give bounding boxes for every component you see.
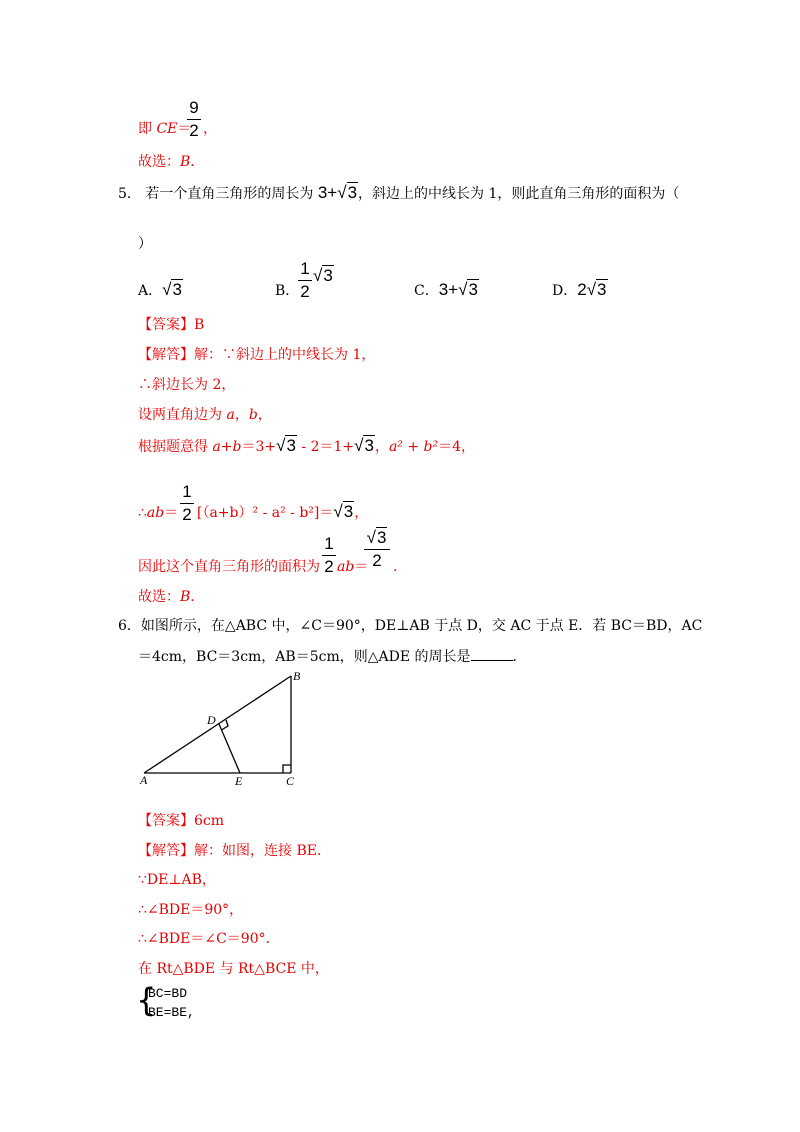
- answer-tag: 【答案】: [138, 317, 194, 333]
- q6-stem-line-2: [138, 646, 527, 666]
- expr-squares: a² + b²: [388, 439, 439, 455]
- q5-solution-line-1: [138, 344, 375, 364]
- text: ，: [354, 505, 369, 521]
- choose-answer: B: [180, 154, 191, 170]
- option-d: [552, 280, 608, 300]
- label-e: E: [235, 774, 243, 788]
- perimeter-int: 3+: [317, 183, 338, 202]
- radicand: 3: [343, 502, 354, 521]
- ce-prefix: 即: [138, 121, 157, 137]
- triangle-figure: [130, 666, 320, 794]
- solution-text: 解：∵斜边上的中线长为 1，: [194, 347, 376, 363]
- option-c: [414, 280, 479, 300]
- option-b-label: B．: [275, 283, 300, 299]
- var-a: a: [226, 407, 235, 423]
- radicand: 3: [364, 436, 374, 455]
- c-int: 3+: [438, 280, 459, 299]
- numerator: 1: [182, 482, 192, 501]
- fraction-bar: [187, 119, 201, 120]
- q5-l6-tail: ．: [393, 559, 407, 575]
- q5-close-paren: ）: [138, 236, 152, 252]
- option-c-value: 3+√3: [438, 280, 478, 299]
- denominator: 2: [300, 282, 310, 301]
- numerator: 1: [300, 259, 310, 278]
- equals: ＝: [354, 559, 369, 575]
- option-a-label: A．: [138, 283, 163, 299]
- text: ＝4，: [438, 439, 476, 455]
- ce-tail: ，: [203, 121, 217, 137]
- option-b-radical: √3: [313, 266, 333, 285]
- q6-solution-line-4: ∴∠BDE＝∠C＝90°．: [138, 931, 280, 947]
- fraction-bar: [364, 549, 390, 550]
- q6-text-1: 如图所示，在△ABC 中，∠C＝90°，DE⊥AB 于点 D，交 AC 于点 E．若 BC＝BD，AC: [140, 618, 703, 634]
- radicand: 3: [286, 436, 296, 455]
- var-b: b: [248, 407, 258, 423]
- q5-solution-line-5b: [197, 502, 368, 522]
- text: ，: [374, 439, 389, 455]
- ce-variable: CE: [156, 121, 178, 137]
- text: 根据题意得: [138, 439, 213, 455]
- radical: √3: [354, 436, 374, 455]
- q5-solution-line-4: [138, 436, 475, 456]
- segment-ab: [144, 676, 291, 773]
- q5-solution-line-2: ∴斜边长为 2，: [138, 377, 236, 393]
- label-a: A: [140, 773, 148, 787]
- q6-solution-line-5: 在 Rt△BDE 与 Rt△BCE 中，: [138, 961, 329, 977]
- solution-tag: 【解答】: [138, 843, 194, 859]
- label-c: C: [286, 774, 295, 788]
- denominator: 2: [372, 551, 382, 570]
- q5-l6-fraction: [322, 534, 336, 577]
- radical: √3: [333, 502, 354, 521]
- text: - 2＝1+: [296, 439, 355, 455]
- q5-choose-line: [138, 586, 204, 606]
- solution-tag: 【解答】: [138, 347, 194, 363]
- denominator: 2: [324, 557, 334, 576]
- q5-stem: [118, 183, 679, 203]
- radicand: 3: [468, 280, 478, 299]
- text: 设两直角边为: [138, 407, 227, 423]
- system-equation-1: BC=BD: [148, 986, 188, 1001]
- choose-answer: B: [180, 589, 191, 605]
- q5-perimeter: 3+√3: [317, 183, 358, 202]
- tail: ．: [512, 649, 527, 665]
- q6-stem-line-1: [118, 615, 702, 635]
- fraction-bar: [180, 503, 194, 504]
- radicand: 3: [597, 280, 607, 299]
- choose-tail: ．: [190, 589, 205, 605]
- label-d: D: [207, 713, 216, 727]
- fraction-bar: [322, 555, 336, 556]
- numerator: 1: [324, 534, 334, 553]
- d-int: 2: [577, 280, 587, 299]
- ce-denominator: 2: [189, 121, 199, 140]
- answer-value: B: [194, 317, 205, 333]
- var-ab: ab: [146, 505, 165, 521]
- option-a-value: √3: [162, 280, 182, 299]
- option-d-label: D．: [552, 283, 578, 299]
- numerator: √3: [366, 528, 387, 547]
- option-d-value: 2√3: [577, 280, 607, 299]
- answer-value: 6cm: [194, 813, 225, 829]
- ce-numerator: 9: [189, 98, 199, 117]
- ce-fraction: [187, 98, 201, 141]
- expr-sum: a+b: [212, 439, 242, 455]
- perimeter-radicand: 3: [347, 183, 358, 202]
- fraction-bar: [298, 280, 312, 281]
- comma: ，: [257, 407, 272, 423]
- q6-number: 6．: [118, 618, 141, 634]
- q5-number: 5．: [118, 186, 141, 202]
- system-equation-2: BE=BE,: [148, 1005, 195, 1020]
- text: ＝3+: [241, 439, 277, 455]
- segment-de: [219, 724, 240, 773]
- answer-tag: 【答案】: [138, 813, 194, 829]
- radicand: 3: [172, 280, 182, 299]
- q5-text-b: ，斜边上的中线长为 1，则此直角三角形的面积为（: [358, 186, 680, 202]
- option-b-fraction: [298, 259, 312, 302]
- equals: ＝: [164, 505, 179, 521]
- q5-l6-fraction-2: [364, 528, 390, 571]
- answer-blank: [471, 648, 513, 661]
- option-a: [138, 280, 183, 300]
- q6-solution-line-2: ∵DE⊥AB，: [138, 872, 216, 888]
- ce-line: [138, 118, 191, 138]
- system-brace: {: [136, 981, 157, 1019]
- q6-text-2: ＝4cm，BC＝3cm，AB＝5cm，则△ADE 的周长是: [138, 649, 471, 665]
- q5-solution-line-5a: [138, 502, 178, 522]
- q5-solution-line-6-text: 因此这个直角三角形的面积为: [138, 559, 320, 575]
- var-ab: ab: [337, 559, 355, 575]
- q5-l5-fraction: [180, 482, 194, 525]
- q5-answer: [138, 314, 204, 334]
- q6-solution-line-3: ∴∠BDE＝90°，: [138, 902, 244, 918]
- label-b: B: [293, 669, 301, 683]
- q5-text-a: 若一个直角三角形的周长为: [145, 186, 314, 202]
- choose-label: 故选：: [138, 589, 180, 605]
- choose-label: 故选：: [138, 154, 180, 170]
- q6-answer: [138, 810, 224, 830]
- radicand: 3: [323, 266, 333, 285]
- solution-text: 解：如图，连接 BE．: [194, 843, 331, 859]
- denominator: 2: [182, 505, 192, 524]
- comma: ，: [234, 407, 249, 423]
- q5-solution-line-3: [138, 404, 272, 424]
- radical: √3: [276, 436, 296, 455]
- radicand: 3: [376, 528, 387, 547]
- right-angle-c: [283, 765, 291, 773]
- q6-solution-line-1: [138, 840, 331, 860]
- ce-equals: ＝: [177, 121, 192, 137]
- bracket-expr: [（a+b）² - a² - b²]＝: [197, 505, 334, 521]
- option-c-label: C．: [414, 283, 439, 299]
- choose-tail: ．: [190, 154, 205, 170]
- therefore: ∴: [138, 505, 147, 521]
- prev-choose-line: [138, 151, 204, 171]
